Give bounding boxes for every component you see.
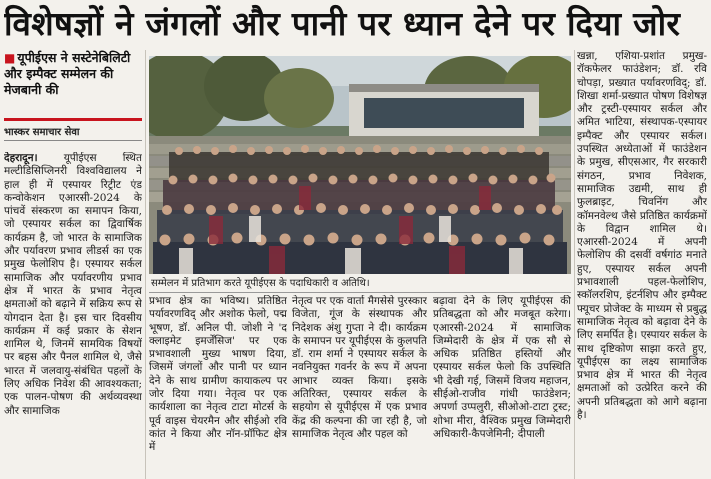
- article-column-4: बढ़ावा देने के लिए यूपीईएस की प्रतिबद्धता को और मजबूत करेगा। एआरसी-2024 में सामाजिक जिम्मेदारी के क्षेत्र में एक सौ से अधिक प्रतिष्ठित हस्तियों और एस्पायर सर्कल फेलो कि उपस्थिति भी देखी गई, जिसमें विजय महाजन, सीईओ-राजीव गांधी फाउंडेशन; अपर्णा उप्पलुरी, सीओओ-टाटा ट्रस्ट; शोभा मीरा, वैश्विक प्रमुख जिम्मेदारी अधिकारी-कैपजेमिनी; दीपाली: [433, 295, 571, 440]
- headline: विशेषज्ञों ने जंगलों और पानी पर ध्यान देने पर दिया जोर: [4, 4, 681, 43]
- kicker-summary: [4, 50, 142, 98]
- column-divider: [574, 50, 575, 479]
- article-column-5: खन्ना, एशिया-प्रशांत प्रमुख-रॉकफेलर फाउंडेशन; डॉ. रवि चोपड़ा, प्रख्यात पर्यावरणविद्; डॉ. शिखा शर्मा-प्रख्यात पोषण विशेषज्ञ और ट्रस्टी-एस्पायर सर्कल और अमित भाटिया, संस्थापक-एस्पायर इम्पैक्ट और एस्पायर सर्कल। उपस्थित अध्येताओं में फाउंडेशन के प्रमुख, सीएसआर, गैर सरकारी संगठन, प्रभाव निवेशक, सामाजिक उद्यमी, साथ ही फुलब्राइट, चिवनिंग और कॉमनवेल्थ जैसे प्रतिष्ठित कार्यक्रमों के विद्वान शामिल थे। एआरसी-2024 में अपनी फेलोशिप की दसवीं वर्षगांठ मनाते हुए, एस्पायर सर्कल अपनी प्रभावशाली पहल-फेलोशिप, स्कॉलरशिप, इंटर्नशिप और इम्पैक्ट फ्यूचर प्रोजेक्ट के माध्यम से प्रबुद्ध सामाजिक नेतृत्व को बढ़ावा देने के लिए समर्पित है। एस्पायर सर्कल के साथ दृष्टिकोण साझा करते हुए, यूपीईएस का लक्ष्य सामाजिक प्रभाव क्षेत्र में भारत की नेतृत्व क्षमताओं को उत्प्रेरित करने की अपनी प्रतिबद्धता को आगे बढ़ाना है।: [577, 50, 707, 422]
- group-photo: [149, 56, 571, 274]
- dateline: देहरादून।: [4, 152, 38, 164]
- byline: भास्कर समाचार सेवा: [4, 127, 80, 138]
- bullet-icon: ■: [4, 51, 16, 65]
- kicker-divider: [4, 118, 142, 121]
- byline-divider: [4, 140, 142, 141]
- photo-caption: सम्मेलन में प्रतिभाग करते यूपीईएस के पदाधिकारी व अतिथि।: [151, 278, 370, 289]
- caption-divider: [149, 292, 571, 293]
- group-photo-image: [149, 56, 571, 274]
- article-column-1: [4, 152, 142, 479]
- article-column-2: प्रभाव क्षेत्र का भविष्य। प्रतिष्ठित पर्यावरणविद् और अशोक फेलो, पद्म भूषण, डॉ. अनिल पी. जोशी ने 'द क्लाइमेट इमर्जेंसिज' पर एक प्रभावशाली मुख्य भाषण दिया, जिसमें जंगलों और पानी पर ध्यान देने के साथ ग्रामीण कायाकल्प पर जोर दिया गया। नेतृत्व पर एक कार्यशाला का नेतृत्व टाटा मोटर्स के पूर्व वाइस चेयरमैन और सीईओ रवि कांत ने किया और नॉन-प्रॉफिट क्षेत्र में: [149, 295, 287, 454]
- article-column-3: नेतृत्व पर एक वार्ता मैगसेसे पुरस्कार विजेता, गूंज के संस्थापक और निदेशक अंशु गुप्ता ने दी। कार्यक्रम के समापन पर यूपीईएस के कुलपति डॉ. राम शर्मा ने एस्पायर सर्कल के नवनियुक्त गवर्नर के रूप में अपना आभार व्यक्त किया। इसके अतिरिक्त, एस्पायर सर्कल के सहयोग से यूपीईएस में एक प्रभाव केंद्र की कल्पना की जा रही है, जो सामाजिक नेतृत्व और पहल को: [292, 295, 427, 440]
- column-1-text: यूपीईएस स्थित मल्टीडिसिप्लिनरी विश्वविद्यालय ने हाल ही में एस्पायर रिट्रीट एंड कन्वोकेशन एआरसी-2024 के पांचवें संस्करण का समापन किया, जो एस्पायर सर्कल का द्विवार्षिक कार्यक्रम है, जो भारत के सामाजिक और पर्यावरण प्रभाव लीडर्स का एक प्रमुख फेलोशिप है। एस्पायर सर्कल सामाजिक और पर्यावरणीय प्रभाव क्षेत्र में भारत के प्रभाव नेतृत्व क्षमताओं को बढ़ाने में सक्रिय रूप से योगदान देता है। इस चार दिवसीय कार्यक्रम में कई प्रकार के सेशन शामिल थे, जिनमें सामयिक विषयों पर बहस और पैनल शामिल थे, जैसे भारत में जलवायु-संबंधित पहलों के लिए अधिक निवेश की आवश्यकता; एक पालन-पोषण की अर्थव्यवस्था और सामाजिक: [4, 152, 142, 417]
- column-divider: [145, 50, 146, 479]
- kicker-text: यूपीईएस ने सस्टेनेबिलिटी और इम्पैक्ट सम्मेलन की मेजबानी की: [4, 50, 131, 97]
